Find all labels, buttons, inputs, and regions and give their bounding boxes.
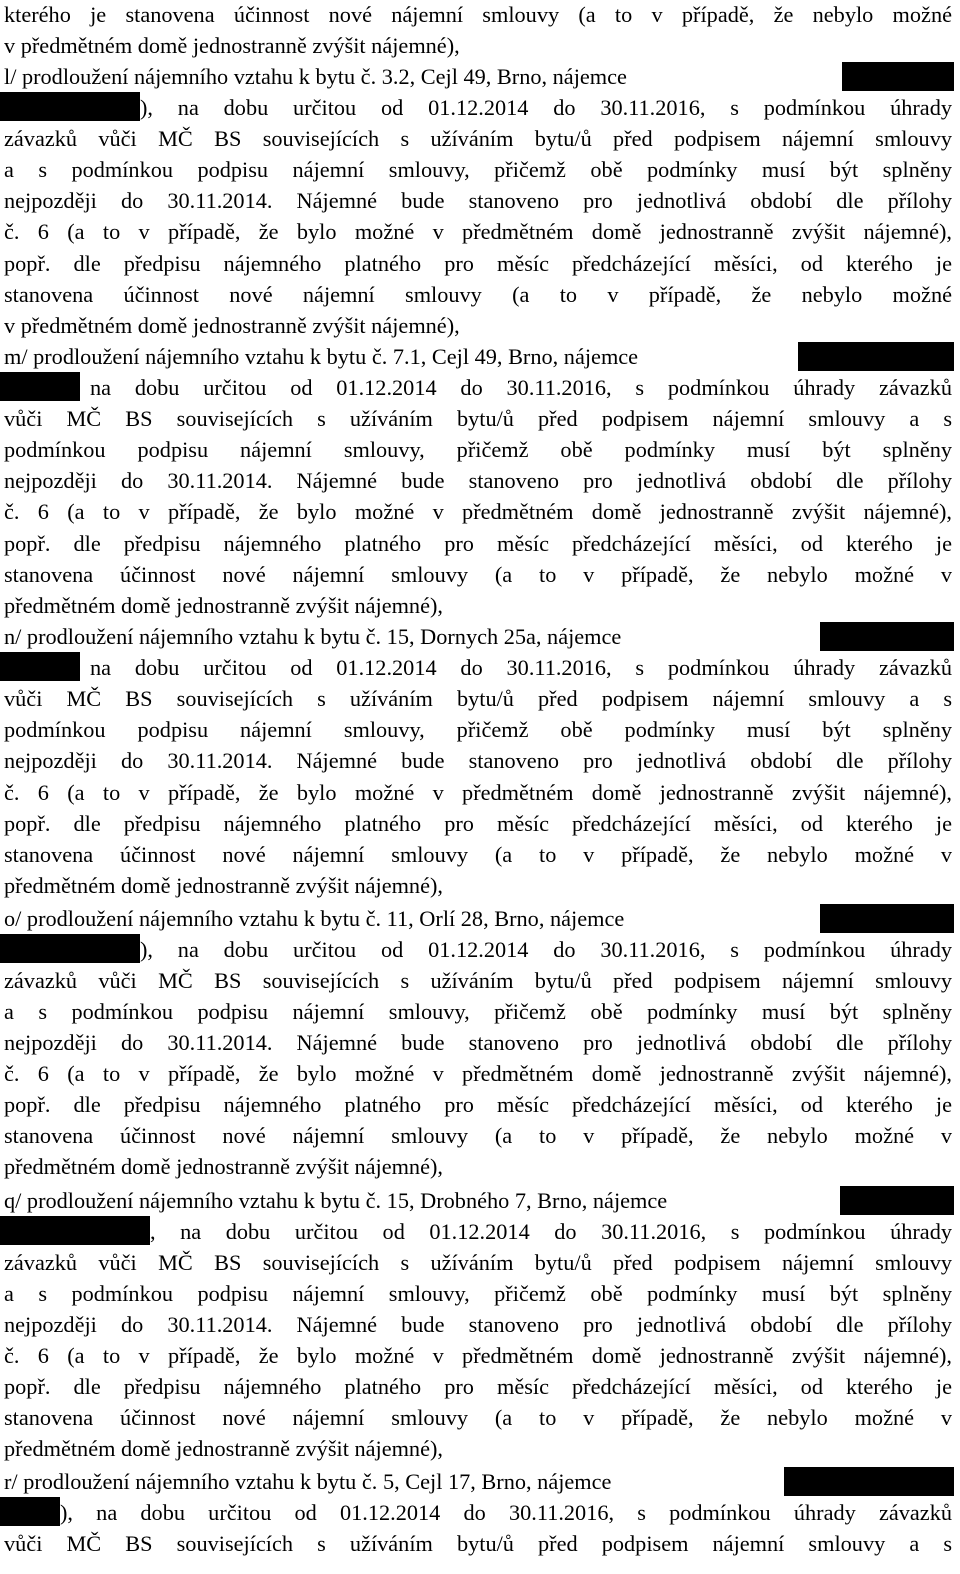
text-line: popř. dle předpisu nájemného platného pro měsíc předcházející měsíci, od kterého je bbox=[4, 251, 952, 276]
text-line: kterého je stanovena účinnost nové nájemní smlouvy (a to v případě, že nebylo možné bbox=[4, 2, 952, 27]
redaction-block bbox=[0, 372, 80, 401]
text-line: předmětném domě jednostranně zvýšit nájemné), bbox=[4, 593, 443, 618]
text-line: stanovena účinnost nové nájemní smlouvy (a to v případě, že nebylo možné v bbox=[4, 562, 952, 587]
text-line: stanovena účinnost nové nájemní smlouvy (a to v případě, že nebylo možné bbox=[4, 282, 952, 307]
redaction-block bbox=[0, 92, 140, 121]
text-line: stanovena účinnost nové nájemní smlouvy (a to v případě, že nebylo možné v bbox=[4, 1405, 952, 1430]
text-line: nejpozději do 30.11.2014. Nájemné bude stanoveno pro jednotlivá období dle přílohy bbox=[4, 748, 952, 773]
redaction-block bbox=[842, 62, 954, 91]
text-line: stanovena účinnost nové nájemní smlouvy (a to v případě, že nebylo možné v bbox=[4, 842, 952, 867]
text-line: r/ prodloužení nájemního vztahu k bytu č. 5, Cejl 17, Brno, nájemce bbox=[4, 1466, 952, 1497]
text-line: nejpozději do 30.11.2014. Nájemné bude stanoveno pro jednotlivá období dle přílohy bbox=[4, 468, 952, 493]
text-line: č. 6 (a to v případě, že bylo možné v předmětném domě jednostranně zvýšit nájemné), bbox=[4, 219, 952, 244]
redaction-block bbox=[784, 1467, 954, 1496]
text-line: , na dobu určitou od 01.12.2014 do 30.11.2016, s podmínkou úhrady bbox=[4, 1216, 952, 1247]
text-line: nejpozději do 30.11.2014. Nájemné bude stanoveno pro jednotlivá období dle přílohy bbox=[4, 1312, 952, 1337]
text-line: v předmětném domě jednostranně zvýšit nájemné), bbox=[4, 33, 460, 58]
text-line: ), na dobu určitou od 01.12.2014 do 30.11.2016, s podmínkou úhrady závazků bbox=[4, 1497, 952, 1528]
text-line: předmětném domě jednostranně zvýšit nájemné), bbox=[4, 873, 443, 898]
redaction-block bbox=[0, 934, 140, 963]
text-line: v předmětném domě jednostranně zvýšit nájemné), bbox=[4, 313, 460, 338]
text-line: l/ prodloužení nájemního vztahu k bytu č. 3.2, Cejl 49, Brno, nájemce bbox=[4, 61, 952, 92]
text-line: vůči MČ BS souvisejících s užíváním bytu/ů před podpisem nájemní smlouvy a s bbox=[4, 1531, 952, 1556]
text-line: závazků vůči MČ BS souvisejících s užíváním bytu/ů před podpisem nájemní smlouvy bbox=[4, 968, 952, 993]
text-line: n/ prodloužení nájemního vztahu k bytu č. 15, Dornych 25a, nájemce bbox=[4, 621, 952, 652]
redaction-block bbox=[820, 622, 954, 651]
text-line: ), na dobu určitou od 01.12.2014 do 30.11.2016, s podmínkou úhrady bbox=[4, 92, 952, 123]
text-line: na dobu určitou od 01.12.2014 do 30.11.2016, s podmínkou úhrady závazků bbox=[4, 652, 952, 683]
text-line: nejpozději do 30.11.2014. Nájemné bude stanoveno pro jednotlivá období dle přílohy bbox=[4, 188, 952, 213]
redaction-block bbox=[0, 652, 80, 681]
text-line: předmětném domě jednostranně zvýšit nájemné), bbox=[4, 1154, 443, 1179]
text-line: závazků vůči MČ BS souvisejících s užíváním bytu/ů před podpisem nájemní smlouvy bbox=[4, 1250, 952, 1275]
text-line: popř. dle předpisu nájemného platného pro měsíc předcházející měsíci, od kterého je bbox=[4, 1092, 952, 1117]
text-line: na dobu určitou od 01.12.2014 do 30.11.2016, s podmínkou úhrady závazků bbox=[4, 372, 952, 403]
text-line: č. 6 (a to v případě, že bylo možné v předmětném domě jednostranně zvýšit nájemné), bbox=[4, 1343, 952, 1368]
redaction-block bbox=[820, 904, 954, 933]
text-line: podmínkou podpisu nájemní smlouvy, přičemž obě podmínky musí být splněny bbox=[4, 437, 952, 462]
text-line: popř. dle předpisu nájemného platného pro měsíc předcházející měsíci, od kterého je bbox=[4, 531, 952, 556]
redaction-block bbox=[798, 342, 954, 371]
text-line: č. 6 (a to v případě, že bylo možné v předmětném domě jednostranně zvýšit nájemné), bbox=[4, 499, 952, 524]
text-line: stanovena účinnost nové nájemní smlouvy (a to v případě, že nebylo možné v bbox=[4, 1123, 952, 1148]
text-line: vůči MČ BS souvisejících s užíváním bytu/ů před podpisem nájemní smlouvy a s bbox=[4, 406, 952, 431]
text-line: m/ prodloužení nájemního vztahu k bytu č. 7.1, Cejl 49, Brno, nájemce bbox=[4, 341, 952, 372]
text-line: podmínkou podpisu nájemní smlouvy, přičemž obě podmínky musí být splněny bbox=[4, 717, 952, 742]
text-line: q/ prodloužení nájemního vztahu k bytu č. 15, Drobného 7, Brno, nájemce bbox=[4, 1185, 952, 1216]
text-line: závazků vůči MČ BS souvisejících s užíváním bytu/ů před podpisem nájemní smlouvy bbox=[4, 126, 952, 151]
text-line: č. 6 (a to v případě, že bylo možné v předmětném domě jednostranně zvýšit nájemné), bbox=[4, 1061, 952, 1086]
text-line: a s podmínkou podpisu nájemní smlouvy, přičemž obě podmínky musí být splněny bbox=[4, 157, 952, 182]
redaction-block bbox=[0, 1497, 60, 1526]
text-line: popř. dle předpisu nájemného platného pro měsíc předcházející měsíci, od kterého je bbox=[4, 811, 952, 836]
text-line: nejpozději do 30.11.2014. Nájemné bude stanoveno pro jednotlivá období dle přílohy bbox=[4, 1030, 952, 1055]
text-line: popř. dle předpisu nájemného platného pro měsíc předcházející měsíci, od kterého je bbox=[4, 1374, 952, 1399]
redaction-block bbox=[840, 1186, 954, 1215]
text-line: o/ prodloužení nájemního vztahu k bytu č. 11, Orlí 28, Brno, nájemce bbox=[4, 903, 952, 934]
text-line: předmětném domě jednostranně zvýšit nájemné), bbox=[4, 1436, 443, 1461]
text-line: a s podmínkou podpisu nájemní smlouvy, přičemž obě podmínky musí být splněny bbox=[4, 1281, 952, 1306]
text-line: č. 6 (a to v případě, že bylo možné v předmětném domě jednostranně zvýšit nájemné), bbox=[4, 780, 952, 805]
text-line: vůči MČ BS souvisejících s užíváním bytu/ů před podpisem nájemní smlouvy a s bbox=[4, 686, 952, 711]
redaction-block bbox=[0, 1216, 150, 1245]
text-line: ), na dobu určitou od 01.12.2014 do 30.11.2016, s podmínkou úhrady bbox=[4, 934, 952, 965]
text-line: a s podmínkou podpisu nájemní smlouvy, přičemž obě podmínky musí být splněny bbox=[4, 999, 952, 1024]
